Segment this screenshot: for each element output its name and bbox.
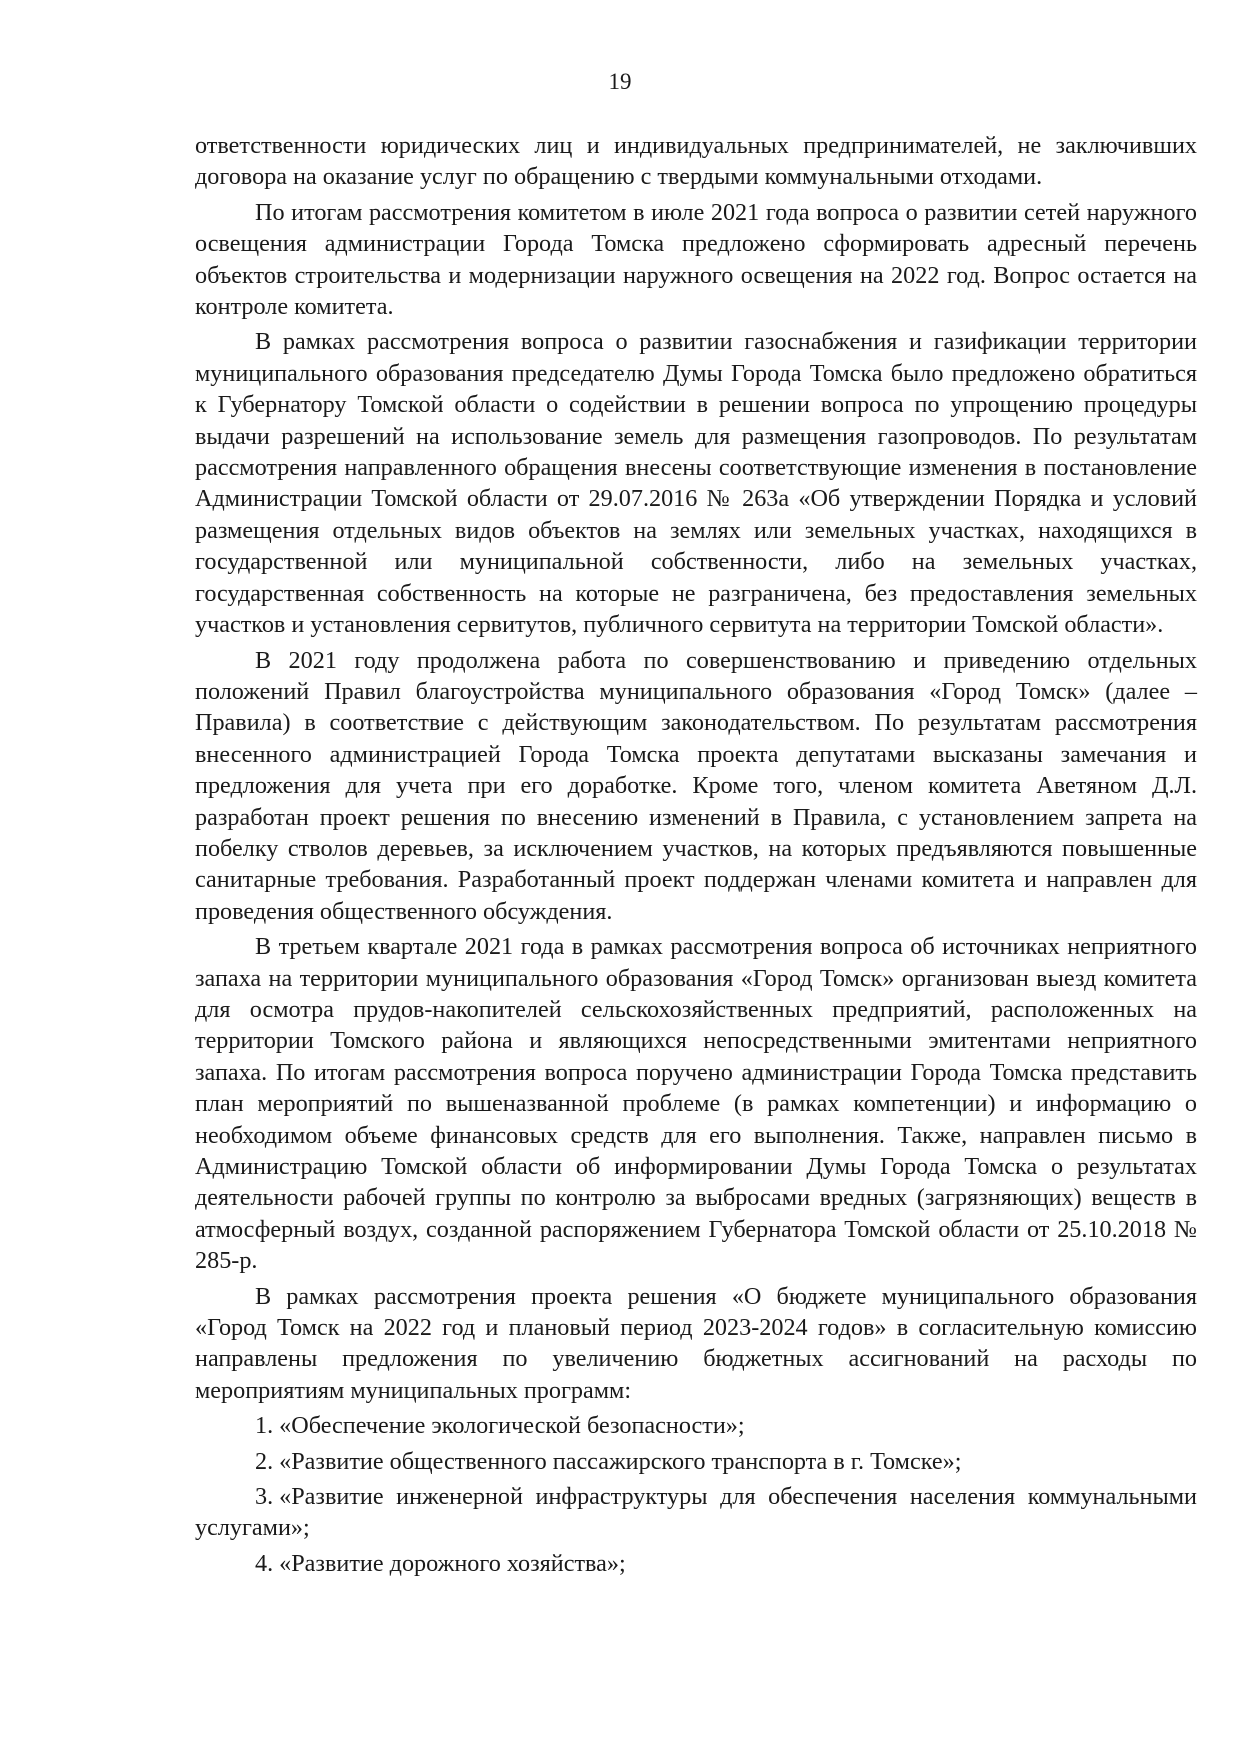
- list-item-text: «Развитие инженерной инфраструктуры для обеспечения населения коммунальными услугами»;: [195, 1483, 1197, 1542]
- page-number: 19: [608, 69, 632, 94]
- paragraph-improvement-rules: В 2021 году продолжена работа по совершенствованию и приведению отдельных положений Правил благоустройства муниципального образования «Город Томск» (далее – Правила) в соответствие с действующим законодательством. По результатам рассмотрения внесенного администрацией Города Томска проекта депутатами высказаны замечания и предложения для учета при его доработке. Кроме того, членом комитета Аветяном Д.Л. разработан проект решения по внесению изменений в Правила, с установлением запрета на побелку стволов деревьев, за исключением участков, на которых предъявляются повышенные санитарные требования. Разработанный проект поддержан членами комитета и направлен для проведения общественного обсуждения.: [195, 646, 1197, 925]
- list-item: [195, 1481, 1197, 1544]
- list-item-number: 3.: [255, 1483, 274, 1511]
- document-body: [195, 130, 1197, 1579]
- list-item-number: 1.: [255, 1412, 274, 1440]
- paragraph-outdoor-lighting: По итогам рассмотрения комитетом в июле 2021 года вопроса о развитии сетей наружного освещения администрации Города Томска предложено сформировать адресный перечень объектов строительства и модернизации наружного освещения на 2022 год. Вопрос остается на контроле комитета.: [195, 198, 1197, 321]
- list-item: [195, 1410, 1197, 1441]
- list-item-text: «Обеспечение экологической безопасности»;: [279, 1412, 745, 1440]
- paragraph-gas-supply: В рамках рассмотрения вопроса о развитии газоснабжения и газификации территории муниципального образования председателю Думы Города Томска было предложено обратиться к Губернатору Томской области о содействии в решении вопроса по упрощению процедуры выдачи разрешений на использование земель для размещения газопроводов. По результатам рассмотрения направленного обращения внесены соответствующие изменения в постановление Администрации Томской области от 29.07.2016 № 263а «Об утверждении Порядка и условий размещения отдельных видов объектов на землях или земельных участках, находящихся в государственной или муниципальной собственности, либо на земельных участках, государственная собственность на которые не разграничена, без предоставления земельных участков и установления сервитутов, публичного сервитута на территории Томской области».: [195, 328, 1197, 639]
- list-item-text: «Развитие дорожного хозяйства»;: [279, 1549, 626, 1577]
- list-item: [195, 1548, 1197, 1579]
- list-item-text: «Развитие общественного пассажирского транспорта в г. Томске»;: [279, 1447, 962, 1475]
- list-item-number: 4.: [255, 1549, 274, 1577]
- paragraph-unpleasant-odor: В третьем квартале 2021 года в рамках рассмотрения вопроса об источниках неприятного запаха на территории муниципального образования «Город Томск» организован выезд комитета для осмотра прудов-накопителей сельскохозяйственных предприятий, расположенных на территории Томского района и являющихся непосредственными эмитентами неприятного запаха. По итогам рассмотрения вопроса поручено администрации Города Томска представить план мероприятий по вышеназванной проблеме (в рамках компетенции) и информацию о необходимом объеме финансовых средств для его выполнения. Также, направлен письмо в Администрацию Томской области об информировании Думы Города Томска о результатах деятельности рабочей группы по контролю за выбросами вредных (загрязняющих) веществ в атмосферный воздух, созданной распоряжением Губернатора Томской области от 25.10.2018 № 285-р.: [195, 933, 1197, 1275]
- paragraph-budget: В рамках рассмотрения проекта решения «О бюджете муниципального образования «Город Томск на 2022 год и плановый период 2023-2024 годов» в согласительную комиссию направлены предложения по увеличению бюджетных ассигнований на расходы по мероприятиям муниципальных программ:: [195, 1282, 1197, 1404]
- list-item: [195, 1446, 1197, 1477]
- list-item-number: 2.: [255, 1447, 274, 1475]
- paragraph-continuation: ответственности юридических лиц и индивидуальных предпринимателей, не заключивших договора на оказание услуг по обращению с твердыми коммунальными отходами.: [195, 132, 1197, 191]
